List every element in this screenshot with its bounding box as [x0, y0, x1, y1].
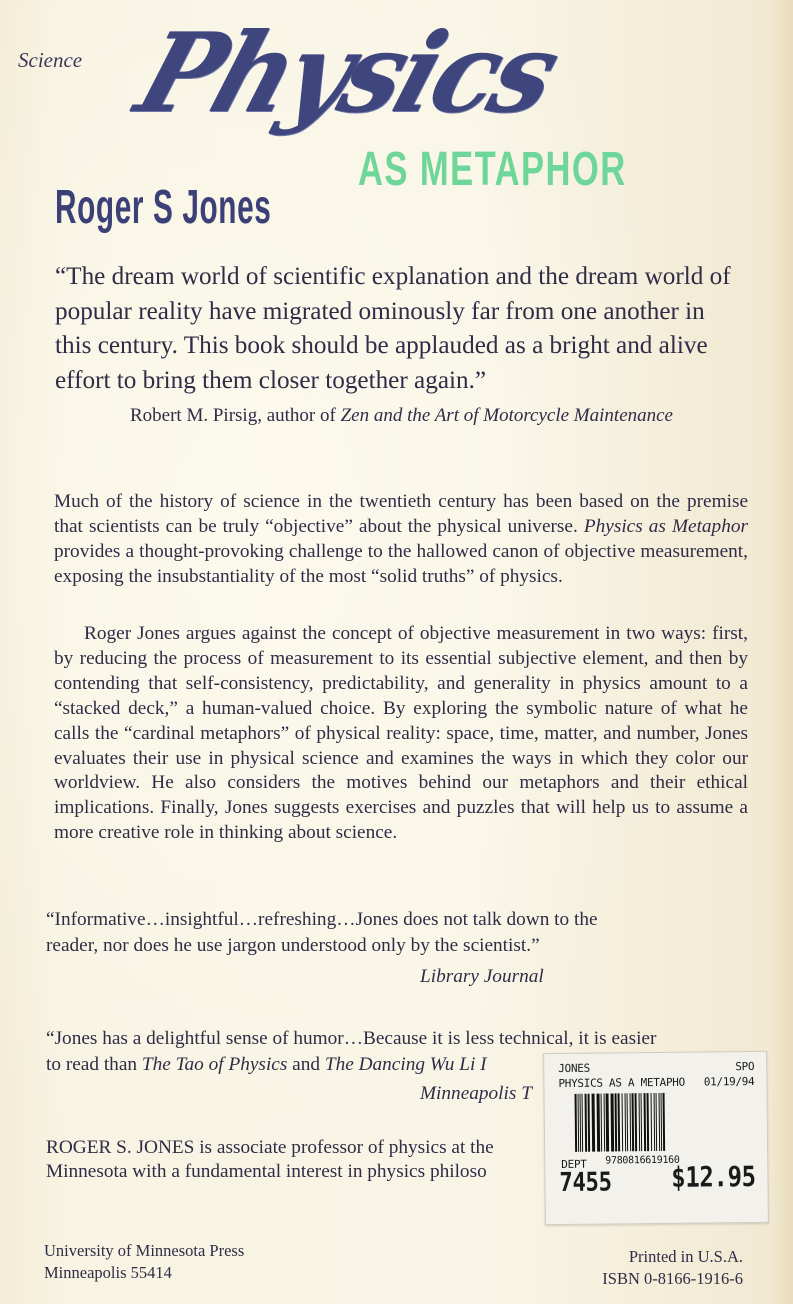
description-paragraph-1 [54, 490, 748, 590]
sticker-code: SPO [735, 1059, 755, 1074]
sticker-date: 01/19/94 [703, 1074, 755, 1089]
publisher-city: Minneapolis 55414 [44, 1263, 172, 1282]
sticker-dept-number: 7455 [559, 1167, 612, 1199]
price-sticker [543, 1051, 769, 1225]
description-paragraph-2 [54, 622, 748, 846]
p1-post: provides a thought-provoking challenge to the hallowed canon of objective measurement, exposing the insubstantiality of the most “solid truths” of physics. [54, 540, 748, 587]
review-library-journal [46, 907, 746, 959]
publisher-block [44, 1240, 244, 1284]
barcode-bar [663, 1093, 666, 1151]
review-2-work-1: The Tao of Physics [141, 1054, 288, 1075]
review-2-source: Minneapolis T [420, 1083, 532, 1104]
review-1-line-2: reader, nor does he use jargon understood only by the scientist.” [46, 935, 540, 956]
book-subtitle: AS METAPHOR [358, 143, 627, 196]
sticker-barcode-number: 9780816619160 [605, 1154, 680, 1167]
review-2-line-1: “Jones has a delightful sense of humor…Because it is less technical, it is easier [46, 1028, 657, 1049]
print-info [602, 1246, 743, 1290]
book-title: Physics [123, 8, 572, 138]
p1-title: Physics as Metaphor [583, 515, 748, 537]
printed-in: Printed in U.S.A. [628, 1247, 743, 1266]
attribution-work: Zen and the Art of Motorcycle Maintenance [340, 405, 673, 426]
bio-line-2: Minnesota with a fundamental interest in physics philoso [46, 1161, 487, 1182]
p2-text: Roger Jones argues against the concept of objective measurement in two ways: first, by reducing the process of measurement to its essential subjective element, and then by contending that self-consistency, predictability, and generality in physics amount to a “stacked deck,” a human-valued choice. By exploring the symbolic nature of what he calls the “cardinal metaphors” of physical reality: space, time, matter, and number, Jones evaluates their use in physical science and examines the ways in which they color our worldview. He also considers the motives behind our metaphors and their ethical implications. Finally, Jones suggests exercises and puzzles that will help us to assume a more creative role in thinking about science. [54, 623, 748, 844]
category-label: Science [18, 48, 83, 72]
author-name: Roger S Jones [55, 181, 272, 234]
sticker-dept-label: DEPT [561, 1157, 587, 1171]
bio-line-1: ROGER S. JONES is associate professor of physics at the [46, 1137, 494, 1158]
isbn: ISBN 0-8166-1916-6 [602, 1269, 743, 1288]
review-2-pre: to read than [46, 1054, 142, 1075]
review-1-source: Library Journal [420, 966, 544, 987]
sticker-title: PHYSICS AS A METAPHO [558, 1075, 685, 1091]
pullquote-attribution [130, 405, 673, 427]
review-1-line-1: “Informative…insightful…refreshing…Jones does not talk down to the [46, 909, 598, 930]
p1-pre: Much of the history of science in the twentieth century has been based on the premise that scientists can be truly “objective” about the physical universe. [54, 491, 748, 537]
pullquote: “The dream world of scientific explanation and the dream world of popular reality have migrated ominously far from one another in this century. This book should be applauded as a bright and alive effort to bring them closer together again.” [55, 263, 731, 394]
review-2-mid: and [287, 1054, 325, 1075]
barcode [575, 1092, 731, 1152]
review-2-work-2: The Dancing Wu Li I [324, 1054, 487, 1075]
sticker-author: JONES [558, 1061, 590, 1076]
publisher-name: University of Minnesota Press [44, 1241, 245, 1260]
attribution-prefix: Robert M. Pirsig, author of [130, 405, 341, 426]
sticker-price: $12.95 [670, 1159, 756, 1194]
